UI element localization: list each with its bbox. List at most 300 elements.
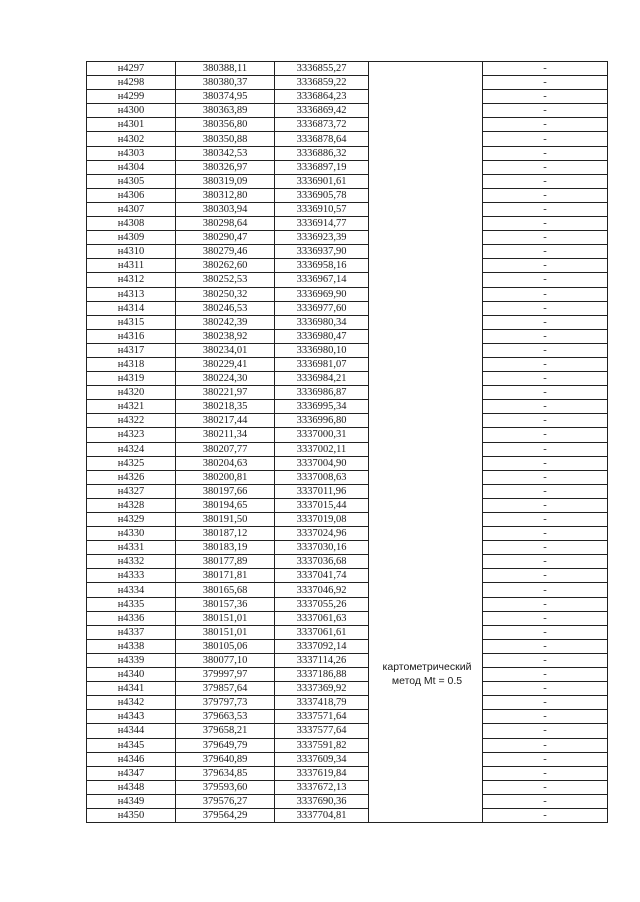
error-cell: - xyxy=(483,794,608,808)
x-coordinate-cell: 380388,11 xyxy=(176,62,275,76)
y-coordinate-cell: 3337609,34 xyxy=(275,752,369,766)
error-cell: - xyxy=(483,625,608,639)
method-cell xyxy=(369,160,483,174)
y-coordinate-cell: 3337571,64 xyxy=(275,710,369,724)
table-row xyxy=(87,343,608,357)
table-row xyxy=(87,315,608,329)
table-row xyxy=(87,555,608,569)
x-coordinate-cell: 380250,32 xyxy=(176,287,275,301)
method-cell xyxy=(369,738,483,752)
error-cell: - xyxy=(483,442,608,456)
error-cell: - xyxy=(483,456,608,470)
x-coordinate-cell: 380151,01 xyxy=(176,625,275,639)
error-cell: - xyxy=(483,231,608,245)
y-coordinate-cell: 3336995,34 xyxy=(275,400,369,414)
y-coordinate-cell: 3337092,14 xyxy=(275,639,369,653)
error-cell: - xyxy=(483,329,608,343)
table-row xyxy=(87,780,608,794)
y-coordinate-cell: 3337619,84 xyxy=(275,766,369,780)
error-cell: - xyxy=(483,301,608,315)
y-coordinate-cell: 3336969,90 xyxy=(275,287,369,301)
method-cell xyxy=(369,611,483,625)
x-coordinate-cell: 379658,21 xyxy=(176,724,275,738)
point-name-cell: н4319 xyxy=(87,372,176,386)
table-row xyxy=(87,372,608,386)
y-coordinate-cell: 3336981,07 xyxy=(275,357,369,371)
point-name-cell: н4314 xyxy=(87,301,176,315)
y-coordinate-cell: 3337591,82 xyxy=(275,738,369,752)
y-coordinate-cell: 3337019,08 xyxy=(275,513,369,527)
table-row xyxy=(87,682,608,696)
point-name-cell: н4322 xyxy=(87,414,176,428)
point-name-cell: н4340 xyxy=(87,668,176,682)
x-coordinate-cell: 380187,12 xyxy=(176,527,275,541)
method-cell xyxy=(369,62,483,76)
error-cell: - xyxy=(483,738,608,752)
y-coordinate-cell: 3337186,88 xyxy=(275,668,369,682)
y-coordinate-cell: 3337114,26 xyxy=(275,653,369,667)
method-cell xyxy=(369,780,483,794)
method-cell xyxy=(369,104,483,118)
point-name-cell: н4342 xyxy=(87,696,176,710)
table-row xyxy=(87,174,608,188)
error-cell: - xyxy=(483,174,608,188)
method-cell xyxy=(369,90,483,104)
error-cell: - xyxy=(483,569,608,583)
point-name-cell: н4338 xyxy=(87,639,176,653)
method-cell xyxy=(369,625,483,639)
x-coordinate-cell: 380262,60 xyxy=(176,259,275,273)
y-coordinate-cell: 3336996,80 xyxy=(275,414,369,428)
y-coordinate-cell: 3336984,21 xyxy=(275,372,369,386)
y-coordinate-cell: 3337418,79 xyxy=(275,696,369,710)
y-coordinate-cell: 3336897,19 xyxy=(275,160,369,174)
x-coordinate-cell: 380217,44 xyxy=(176,414,275,428)
x-coordinate-cell: 380171,81 xyxy=(176,569,275,583)
method-cell xyxy=(369,315,483,329)
x-coordinate-cell: 380224,30 xyxy=(176,372,275,386)
point-name-cell: н4334 xyxy=(87,583,176,597)
table-row xyxy=(87,301,608,315)
point-name-cell: н4304 xyxy=(87,160,176,174)
point-name-cell: н4307 xyxy=(87,202,176,216)
x-coordinate-cell: 380312,80 xyxy=(176,188,275,202)
point-name-cell: н4325 xyxy=(87,456,176,470)
method-cell xyxy=(369,569,483,583)
method-cell xyxy=(369,456,483,470)
table-row xyxy=(87,146,608,160)
table-row xyxy=(87,456,608,470)
x-coordinate-cell: 380211,34 xyxy=(176,428,275,442)
table-row xyxy=(87,527,608,541)
y-coordinate-cell: 3336886,32 xyxy=(275,146,369,160)
error-cell: - xyxy=(483,724,608,738)
y-coordinate-cell: 3336980,47 xyxy=(275,329,369,343)
table-row xyxy=(87,259,608,273)
table-row xyxy=(87,76,608,90)
y-coordinate-cell: 3337030,16 xyxy=(275,541,369,555)
error-cell: - xyxy=(483,682,608,696)
error-cell: - xyxy=(483,541,608,555)
error-cell: - xyxy=(483,259,608,273)
table-row xyxy=(87,639,608,653)
point-name-cell: н4318 xyxy=(87,357,176,371)
x-coordinate-cell: 380207,77 xyxy=(176,442,275,456)
y-coordinate-cell: 3337036,68 xyxy=(275,555,369,569)
y-coordinate-cell: 3337041,74 xyxy=(275,569,369,583)
method-cell xyxy=(369,752,483,766)
method-cell xyxy=(369,513,483,527)
y-coordinate-cell: 3336977,60 xyxy=(275,301,369,315)
point-name-cell: н4297 xyxy=(87,62,176,76)
error-cell: - xyxy=(483,62,608,76)
method-cell xyxy=(369,498,483,512)
method-cell xyxy=(369,132,483,146)
x-coordinate-cell: 380319,09 xyxy=(176,174,275,188)
error-cell: - xyxy=(483,90,608,104)
point-name-cell: н4335 xyxy=(87,597,176,611)
table-row xyxy=(87,329,608,343)
point-name-cell: н4310 xyxy=(87,245,176,259)
table-row xyxy=(87,583,608,597)
y-coordinate-cell: 3336859,22 xyxy=(275,76,369,90)
point-name-cell: н4329 xyxy=(87,513,176,527)
table-row xyxy=(87,724,608,738)
point-name-cell: н4339 xyxy=(87,653,176,667)
point-name-cell: н4343 xyxy=(87,710,176,724)
point-name-cell: н4313 xyxy=(87,287,176,301)
x-coordinate-cell: 380303,94 xyxy=(176,202,275,216)
x-coordinate-cell: 379797,73 xyxy=(176,696,275,710)
point-name-cell: н4326 xyxy=(87,470,176,484)
y-coordinate-cell: 3337690,36 xyxy=(275,794,369,808)
error-cell: - xyxy=(483,400,608,414)
x-coordinate-cell: 380077,10 xyxy=(176,653,275,667)
method-cell xyxy=(369,76,483,90)
point-name-cell: н4347 xyxy=(87,766,176,780)
x-coordinate-cell: 379576,27 xyxy=(176,794,275,808)
point-name-cell: н4303 xyxy=(87,146,176,160)
table-row xyxy=(87,400,608,414)
table-row xyxy=(87,470,608,484)
y-coordinate-cell: 3336873,72 xyxy=(275,118,369,132)
point-name-cell: н4349 xyxy=(87,794,176,808)
error-cell: - xyxy=(483,287,608,301)
error-cell: - xyxy=(483,639,608,653)
point-name-cell: н4298 xyxy=(87,76,176,90)
method-cell xyxy=(369,357,483,371)
point-name-cell: н4309 xyxy=(87,231,176,245)
error-cell: - xyxy=(483,808,608,822)
method-note-line-1: картометрический xyxy=(382,661,472,673)
point-name-cell: н4341 xyxy=(87,682,176,696)
x-coordinate-cell: 379564,29 xyxy=(176,808,275,822)
table-row xyxy=(87,414,608,428)
error-cell: - xyxy=(483,315,608,329)
table-row xyxy=(87,132,608,146)
table-row xyxy=(87,104,608,118)
y-coordinate-cell: 3336980,34 xyxy=(275,315,369,329)
error-cell: - xyxy=(483,470,608,484)
point-name-cell: н4344 xyxy=(87,724,176,738)
x-coordinate-cell: 379640,89 xyxy=(176,752,275,766)
x-coordinate-cell: 380177,89 xyxy=(176,555,275,569)
x-coordinate-cell: 380151,01 xyxy=(176,611,275,625)
y-coordinate-cell: 3337000,31 xyxy=(275,428,369,442)
table-row xyxy=(87,668,608,682)
x-coordinate-cell: 379593,60 xyxy=(176,780,275,794)
y-coordinate-cell: 3336914,77 xyxy=(275,217,369,231)
table-row xyxy=(87,357,608,371)
point-name-cell: н4300 xyxy=(87,104,176,118)
table-row xyxy=(87,653,608,667)
point-name-cell: н4336 xyxy=(87,611,176,625)
x-coordinate-cell: 380165,68 xyxy=(176,583,275,597)
table-row xyxy=(87,484,608,498)
table-row xyxy=(87,90,608,104)
error-cell: - xyxy=(483,498,608,512)
error-cell: - xyxy=(483,76,608,90)
method-cell xyxy=(369,301,483,315)
x-coordinate-cell: 379857,64 xyxy=(176,682,275,696)
y-coordinate-cell: 3337055,26 xyxy=(275,597,369,611)
point-name-cell: н4299 xyxy=(87,90,176,104)
x-coordinate-cell: 380246,53 xyxy=(176,301,275,315)
method-cell xyxy=(369,766,483,780)
y-coordinate-cell: 3336967,14 xyxy=(275,273,369,287)
method-cell xyxy=(369,146,483,160)
table-row xyxy=(87,118,608,132)
point-name-cell: н4345 xyxy=(87,738,176,752)
y-coordinate-cell: 3337046,92 xyxy=(275,583,369,597)
method-cell xyxy=(369,118,483,132)
y-coordinate-cell: 3336901,61 xyxy=(275,174,369,188)
method-cell xyxy=(369,273,483,287)
point-name-cell: н4312 xyxy=(87,273,176,287)
method-cell xyxy=(369,583,483,597)
method-cell xyxy=(369,724,483,738)
table-row xyxy=(87,738,608,752)
point-name-cell: н4317 xyxy=(87,343,176,357)
method-cell xyxy=(369,174,483,188)
method-cell xyxy=(369,217,483,231)
error-cell: - xyxy=(483,414,608,428)
error-cell: - xyxy=(483,428,608,442)
method-cell xyxy=(369,386,483,400)
point-name-cell: н4308 xyxy=(87,217,176,231)
method-cell xyxy=(369,470,483,484)
x-coordinate-cell: 380218,35 xyxy=(176,400,275,414)
x-coordinate-cell: 379663,53 xyxy=(176,710,275,724)
table-row xyxy=(87,245,608,259)
point-name-cell: н4301 xyxy=(87,118,176,132)
method-cell xyxy=(369,202,483,216)
table-row xyxy=(87,273,608,287)
point-name-cell: н4321 xyxy=(87,400,176,414)
point-name-cell: н4311 xyxy=(87,259,176,273)
x-coordinate-cell: 380197,66 xyxy=(176,484,275,498)
y-coordinate-cell: 3337024,96 xyxy=(275,527,369,541)
error-cell: - xyxy=(483,160,608,174)
method-cell xyxy=(369,541,483,555)
table-row xyxy=(87,442,608,456)
error-cell: - xyxy=(483,386,608,400)
error-cell: - xyxy=(483,245,608,259)
error-cell: - xyxy=(483,273,608,287)
error-cell: - xyxy=(483,513,608,527)
method-cell xyxy=(369,555,483,569)
x-coordinate-cell: 380290,47 xyxy=(176,231,275,245)
error-cell: - xyxy=(483,357,608,371)
y-coordinate-cell: 3337704,81 xyxy=(275,808,369,822)
point-name-cell: н4305 xyxy=(87,174,176,188)
y-coordinate-cell: 3337002,11 xyxy=(275,442,369,456)
error-cell: - xyxy=(483,611,608,625)
method-cell xyxy=(369,287,483,301)
method-cell xyxy=(369,245,483,259)
y-coordinate-cell: 3336986,87 xyxy=(275,386,369,400)
method-cell xyxy=(369,428,483,442)
x-coordinate-cell: 380204,63 xyxy=(176,456,275,470)
x-coordinate-cell: 380279,46 xyxy=(176,245,275,259)
point-name-cell: н4315 xyxy=(87,315,176,329)
table-row xyxy=(87,287,608,301)
table-row xyxy=(87,569,608,583)
table-row xyxy=(87,597,608,611)
y-coordinate-cell: 3337577,64 xyxy=(275,724,369,738)
method-cell xyxy=(369,329,483,343)
point-name-cell: н4316 xyxy=(87,329,176,343)
table-row xyxy=(87,752,608,766)
y-coordinate-cell: 3337061,63 xyxy=(275,611,369,625)
error-cell: - xyxy=(483,217,608,231)
x-coordinate-cell: 380105,06 xyxy=(176,639,275,653)
error-cell: - xyxy=(483,597,608,611)
x-coordinate-cell: 380191,50 xyxy=(176,513,275,527)
error-cell: - xyxy=(483,710,608,724)
coordinates-table xyxy=(86,61,608,823)
error-cell: - xyxy=(483,372,608,386)
method-cell xyxy=(369,414,483,428)
table-row xyxy=(87,541,608,555)
y-coordinate-cell: 3337672,13 xyxy=(275,780,369,794)
table-row xyxy=(87,62,608,76)
point-name-cell: н4333 xyxy=(87,569,176,583)
table-row xyxy=(87,428,608,442)
error-cell: - xyxy=(483,188,608,202)
y-coordinate-cell: 3336937,90 xyxy=(275,245,369,259)
x-coordinate-cell: 380229,41 xyxy=(176,357,275,371)
y-coordinate-cell: 3336980,10 xyxy=(275,343,369,357)
point-name-cell: н4330 xyxy=(87,527,176,541)
y-coordinate-cell: 3336878,64 xyxy=(275,132,369,146)
point-name-cell: н4331 xyxy=(87,541,176,555)
table-row xyxy=(87,625,608,639)
y-coordinate-cell: 3337004,90 xyxy=(275,456,369,470)
x-coordinate-cell: 380234,01 xyxy=(176,343,275,357)
error-cell: - xyxy=(483,104,608,118)
point-name-cell: н4324 xyxy=(87,442,176,456)
table-row xyxy=(87,217,608,231)
x-coordinate-cell: 380342,53 xyxy=(176,146,275,160)
y-coordinate-cell: 3337061,61 xyxy=(275,625,369,639)
x-coordinate-cell: 380194,65 xyxy=(176,498,275,512)
point-name-cell: н4327 xyxy=(87,484,176,498)
point-name-cell: н4328 xyxy=(87,498,176,512)
x-coordinate-cell: 380157,36 xyxy=(176,597,275,611)
y-coordinate-cell: 3337015,44 xyxy=(275,498,369,512)
table-row xyxy=(87,766,608,780)
x-coordinate-cell: 380374,95 xyxy=(176,90,275,104)
error-cell: - xyxy=(483,668,608,682)
point-name-cell: н4350 xyxy=(87,808,176,822)
table-row xyxy=(87,498,608,512)
method-cell xyxy=(369,188,483,202)
x-coordinate-cell: 380298,64 xyxy=(176,217,275,231)
method-cell xyxy=(369,442,483,456)
method-cell xyxy=(369,696,483,710)
point-name-cell: н4346 xyxy=(87,752,176,766)
point-name-cell: н4320 xyxy=(87,386,176,400)
table-row xyxy=(87,710,608,724)
method-cell xyxy=(369,484,483,498)
error-cell: - xyxy=(483,653,608,667)
table-row xyxy=(87,202,608,216)
method-cell xyxy=(369,259,483,273)
error-cell: - xyxy=(483,752,608,766)
error-cell: - xyxy=(483,696,608,710)
error-cell: - xyxy=(483,766,608,780)
y-coordinate-cell: 3336910,57 xyxy=(275,202,369,216)
table-row xyxy=(87,611,608,625)
method-note-line-2: метод Mt = 0.5 xyxy=(391,675,463,687)
error-cell: - xyxy=(483,132,608,146)
x-coordinate-cell: 379997,97 xyxy=(176,668,275,682)
x-coordinate-cell: 380221,97 xyxy=(176,386,275,400)
x-coordinate-cell: 380183,19 xyxy=(176,541,275,555)
x-coordinate-cell: 380238,92 xyxy=(176,329,275,343)
y-coordinate-cell: 3336855,27 xyxy=(275,62,369,76)
method-cell xyxy=(369,639,483,653)
table-row xyxy=(87,160,608,174)
coordinates-table-body xyxy=(87,62,608,823)
error-cell: - xyxy=(483,583,608,597)
y-coordinate-cell: 3336958,16 xyxy=(275,259,369,273)
method-cell xyxy=(369,808,483,822)
point-name-cell: н4323 xyxy=(87,428,176,442)
table-row xyxy=(87,794,608,808)
table-row xyxy=(87,513,608,527)
y-coordinate-cell: 3336869,42 xyxy=(275,104,369,118)
error-cell: - xyxy=(483,343,608,357)
x-coordinate-cell: 380350,88 xyxy=(176,132,275,146)
error-cell: - xyxy=(483,118,608,132)
error-cell: - xyxy=(483,202,608,216)
table-row xyxy=(87,188,608,202)
method-cell xyxy=(369,527,483,541)
method-cell xyxy=(369,343,483,357)
method-cell xyxy=(369,597,483,611)
y-coordinate-cell: 3337011,96 xyxy=(275,484,369,498)
method-cell xyxy=(369,400,483,414)
table-row xyxy=(87,386,608,400)
point-name-cell: н4348 xyxy=(87,780,176,794)
x-coordinate-cell: 380252,53 xyxy=(176,273,275,287)
table-row xyxy=(87,231,608,245)
y-coordinate-cell: 3337369,92 xyxy=(275,682,369,696)
x-coordinate-cell: 380242,39 xyxy=(176,315,275,329)
y-coordinate-cell: 3336905,78 xyxy=(275,188,369,202)
